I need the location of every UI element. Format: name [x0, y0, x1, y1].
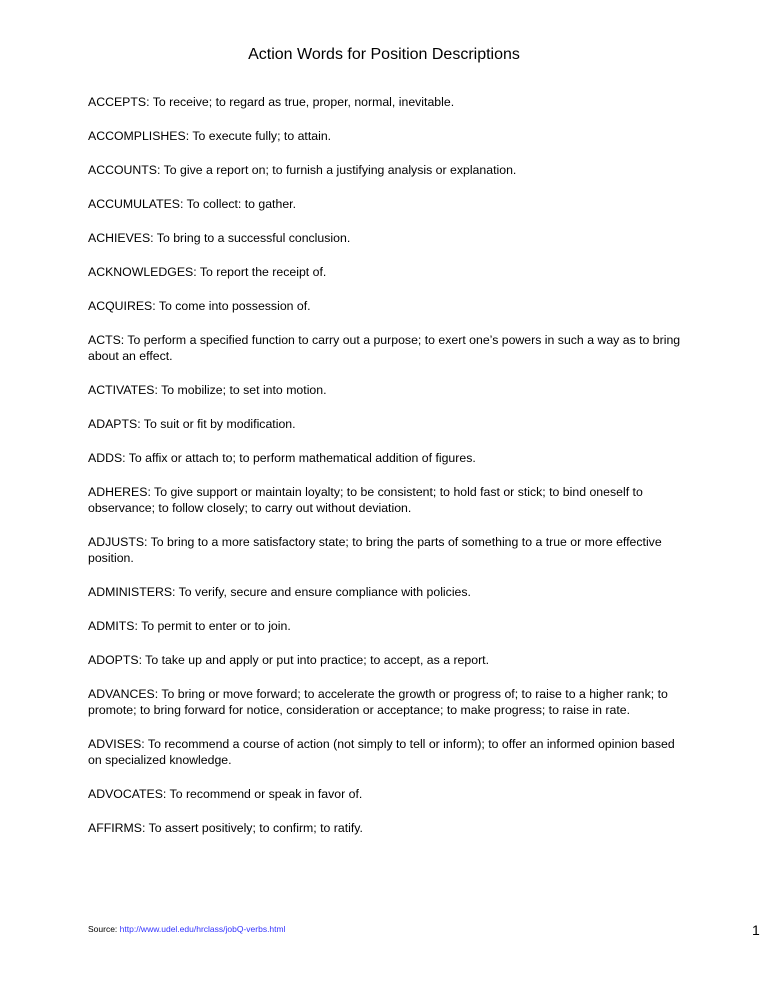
definition-entry: ADJUSTS: To bring to a more satisfactory state; to bring the parts of something to a true or more effective position.	[88, 535, 662, 565]
definition-entry: ACCEPTS: To receive; to regard as true, proper, normal, inevitable.	[88, 95, 455, 109]
definition-entry: ACCUMULATES: To collect: to gather.	[88, 197, 296, 211]
definition-entry: ADAPTS: To suit or fit by modification.	[88, 417, 296, 431]
definition-entry: ACTIVATES: To mobilize; to set into motion.	[88, 383, 327, 397]
definition-entry: ADVISES: To recommend a course of action (not simply to tell or inform); to offer an informed opinion based on specialized knowledge.	[88, 737, 675, 767]
definition-entry: ADVANCES: To bring or move forward; to accelerate the growth or progress of; to raise to a higher rank; to promote; to bring forward for notice, consideration or acceptance; to make progress; to raise in rate.	[88, 687, 668, 717]
definition-entry: ADVOCATES: To recommend or speak in favor of.	[88, 787, 363, 801]
footer-source	[88, 924, 286, 934]
page-title: Action Words for Position Descriptions	[248, 46, 520, 63]
definition-entry: ACCOMPLISHES: To execute fully; to attain.	[88, 129, 332, 143]
definition-entry: ADOPTS: To take up and apply or put into practice; to accept, as a report.	[88, 653, 490, 667]
definition-list	[88, 94, 688, 854]
definition-entry: AFFIRMS: To assert positively; to confirm; to ratify.	[88, 821, 363, 835]
definition-entry: ADMINISTERS: To verify, secure and ensure compliance with policies.	[88, 585, 471, 599]
definition-entry: ADDS: To affix or attach to; to perform mathematical addition of figures.	[88, 451, 476, 465]
page-number: 1	[752, 922, 760, 938]
definition-entry: ACKNOWLEDGES: To report the receipt of.	[88, 265, 327, 279]
definition-entry: ACHIEVES: To bring to a successful conclusion.	[88, 231, 351, 245]
definition-entry: ACQUIRES: To come into possession of.	[88, 299, 311, 313]
source-label: Source:	[88, 924, 118, 934]
definition-entry: ACTS: To perform a specified function to carry out a purpose; to exert one’s powers in such a way as to bring about an effect.	[88, 333, 681, 363]
definition-entry: ADHERES: To give support or maintain loyalty; to be consistent; to hold fast or stick; to bind oneself to observance; to follow closely; to carry out without deviation.	[88, 485, 643, 515]
source-link[interactable]: http://www.udel.edu/hrclass/jobQ-verbs.html	[119, 924, 286, 934]
definition-entry: ACCOUNTS: To give a report on; to furnish a justifying analysis or explanation.	[88, 163, 517, 177]
definition-entry: ADMITS: To permit to enter or to join.	[88, 619, 291, 633]
